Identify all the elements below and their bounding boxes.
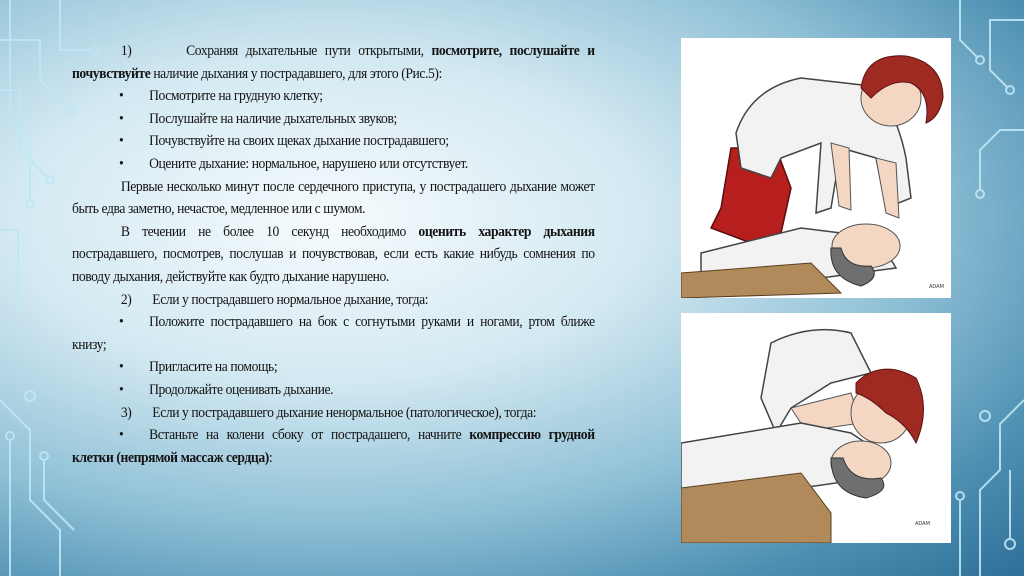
item-2-text: Если у пострадавшего нормальное дыхание, тогда:	[152, 291, 429, 308]
bullet-mark: •	[119, 110, 124, 127]
image-mark: ADAM	[915, 521, 930, 527]
bullet-mark: •	[119, 155, 124, 172]
bullet-feel	[72, 130, 595, 153]
bullet-mark: •	[119, 359, 124, 376]
bullet-recovery-position	[72, 311, 595, 356]
paragraph-first-minutes: Первые несколько минут после сердечного приступа, у пострадашего дыхание может быть едва заметно, нечастое, медленное или с шумом.	[72, 178, 595, 218]
item-2-number: 2)	[120, 291, 132, 308]
bullet-text: Встаньте на колени сбоку от пострадашего, начните	[149, 427, 470, 444]
bullet-mark: •	[119, 381, 124, 398]
bullet-keep-assessing	[72, 379, 595, 402]
item-1-number: 1)	[120, 43, 132, 59]
item-1	[72, 40, 595, 85]
illustration-listen-breathing	[681, 313, 951, 543]
bullet-text: Пригласите на помощь;	[149, 359, 278, 376]
bullet-look	[72, 85, 595, 108]
image-mark: ADAM	[929, 284, 944, 290]
bullet-compressions	[72, 424, 595, 469]
para2-bold: оценить характер дыхания	[418, 223, 595, 240]
item-2	[72, 289, 595, 312]
instruction-text	[72, 40, 595, 469]
illustration-check-breathing	[681, 38, 951, 298]
bullet-listen	[72, 108, 595, 131]
bullet-mark: •	[119, 133, 124, 150]
bullet-bold: компрессию грудной клетки (непрямой массаж сердца)	[72, 427, 595, 466]
item-3-text: Если у пострадавшего дыхание ненормальное (патологическое), тогда:	[152, 404, 537, 421]
bullet-text-end: :	[268, 449, 273, 466]
item-3-number: 3)	[120, 404, 132, 421]
item-1-bold: посмотрите, послушайте и почувствуйте	[72, 43, 595, 82]
item-1-text: Сохраняя дыхательные пути открытыми,	[186, 43, 432, 59]
bullet-text: Посмотрите на грудную клетку;	[149, 88, 323, 105]
bullet-call-help	[72, 356, 595, 379]
bullet-mark: •	[119, 427, 124, 444]
bullet-mark: •	[119, 88, 124, 105]
bullet-text: Оцените дыхание: нормальное, нарушено или отсутствует.	[149, 155, 468, 172]
bullet-text: Положите пострадавшего на бок с согнутыми руками и ногами, ртом ближе книзу;	[72, 314, 595, 353]
para2-text-end: пострадавшего, посмотрев, послушав и почувствовав, если есть какие нибудь сомнения по поводу дыхания, действуйте как будто дыхание нарушено.	[72, 246, 595, 285]
paragraph-ten-seconds	[72, 221, 595, 289]
bullet-text: Продолжайте оценивать дыхание.	[149, 381, 334, 398]
bullet-text: Почувствуйте на своих щеках дыхание пострадавшего;	[149, 133, 449, 150]
bullet-assess	[72, 153, 595, 176]
bullet-text: Послушайте на наличие дыхательных звуков;	[149, 110, 397, 127]
para2-text: В течении не более 10 секунд необходимо	[120, 223, 419, 240]
item-3	[72, 402, 595, 425]
bullet-mark: •	[119, 314, 124, 331]
item-1-text-end: наличие дыхания у пострадавшего, для этого (Рис.5):	[150, 65, 442, 82]
